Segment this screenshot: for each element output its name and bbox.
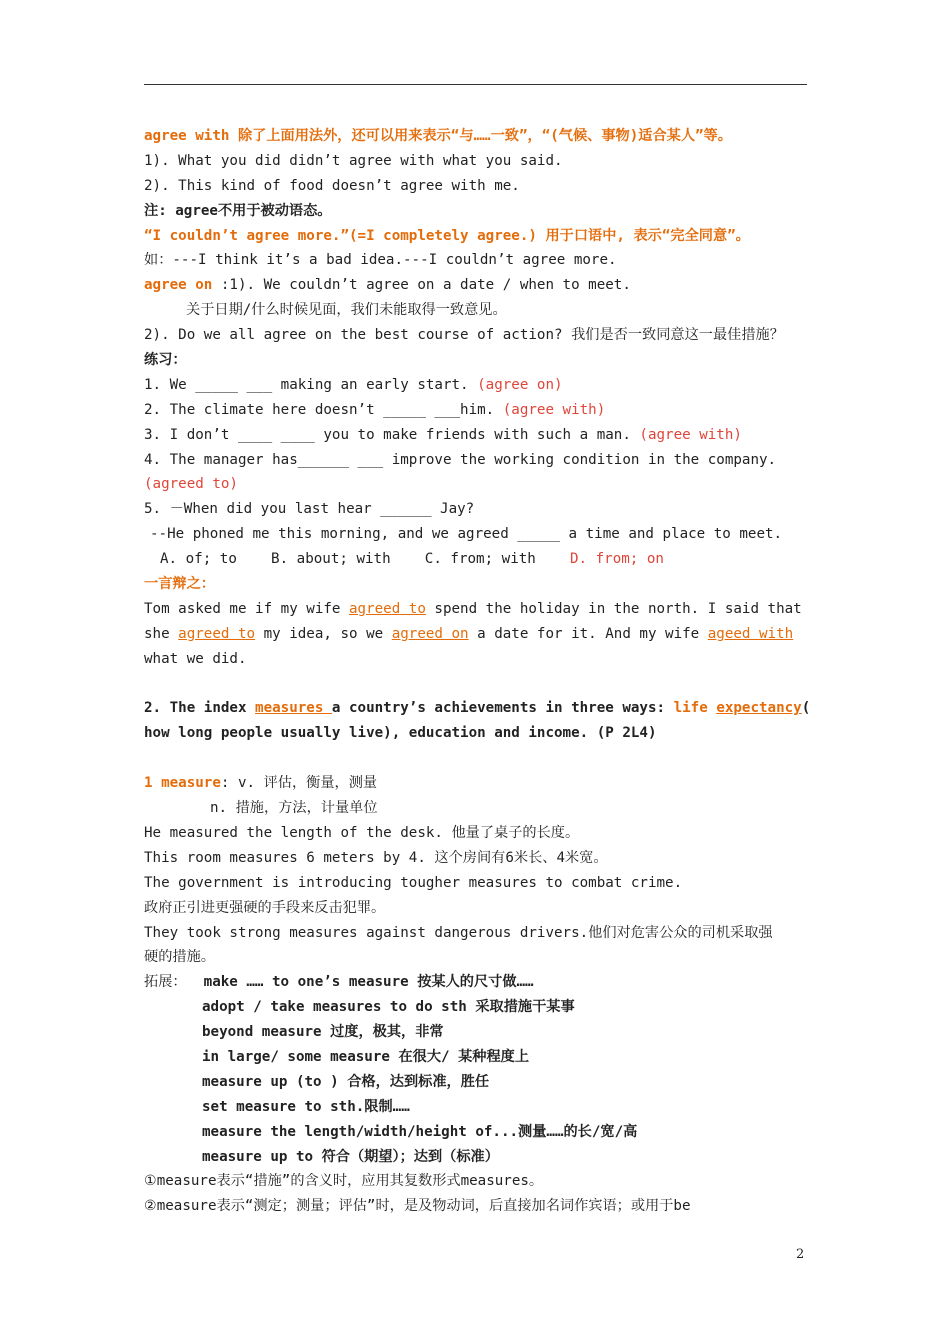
- line: 硬的措施。: [144, 949, 215, 966]
- line: adopt / take measures to do sth 采取措施干某事: [202, 999, 575, 1016]
- line: 4. The manager has______ ___ improve the working condition in the company.: [144, 451, 777, 468]
- line: 2). Do we all agree on the best course of action? 我们是否一致同意这一最佳措施？: [144, 327, 784, 344]
- line: 关于日期/什么时候见面，我们未能取得一致意见。: [186, 302, 507, 319]
- line: how long people usually live), education and income. (P 2L4): [144, 725, 657, 742]
- line: ②measure表示“测定；测量；评估”时，是及物动词，后直接加名词作宾语；或用于be: [144, 1198, 691, 1215]
- page-number: 2: [796, 1247, 805, 1262]
- line: 注: agree不用于被动语态。: [144, 202, 332, 219]
- line: (agreed to): [144, 476, 238, 493]
- document-body: [144, 124, 814, 1219]
- line: measure the length/width/height of...测量……的长/宽/高: [202, 1123, 638, 1140]
- line: 1. We _____ ___ making an early start. (agree on): [144, 376, 563, 393]
- blank-line: [144, 746, 814, 771]
- line: agree on :1). We couldn’t agree on a date / when to meet.: [144, 277, 631, 294]
- line: what we did.: [144, 650, 247, 667]
- line: n. 措施，方法，计量单位: [210, 800, 378, 817]
- line: 政府正引进更强硬的手段来反击犯罪。: [144, 899, 386, 916]
- line: measure up to 符合（期望）；达到（标准）: [202, 1148, 499, 1165]
- line: They took strong measures against dangerous drivers.他们对危害公众的司机采取强: [144, 924, 773, 941]
- line: 2). This kind of food doesn’t agree with me.: [144, 177, 520, 194]
- line: measure up (to ) 合格，达到标准，胜任: [202, 1073, 490, 1090]
- line: in large/ some measure 在很大/ 某种程度上: [202, 1048, 530, 1065]
- line: 如：---I think it’s a bad idea.---I couldn’t agree more.: [144, 252, 617, 269]
- line: Tom asked me if my wife agreed to spend the holiday in the north. I said that: [144, 600, 802, 617]
- line: 3. I don’t ____ ____ you to make friends with such a man. (agree with): [144, 426, 742, 443]
- line: --He phoned me this morning, and we agreed _____ a time and place to meet.: [150, 526, 783, 543]
- line: beyond measure 过度，极其，非常: [202, 1024, 444, 1041]
- line: A. of; to B. about; with C. from; with D. from; on: [160, 551, 664, 568]
- line: she agreed to my idea, so we agreed on a date for it. And my wife ageed with: [144, 625, 794, 642]
- line: agree with 除了上面用法外，还可以用来表示“与……一致”，“(气候、事物)适合某人”等。: [144, 128, 732, 144]
- line: 2. The climate here doesn’t _____ ___him. (agree with): [144, 401, 606, 418]
- line: 练习：: [144, 352, 187, 369]
- line: set measure to sth.限制……: [202, 1098, 410, 1115]
- header-rule: [144, 84, 807, 85]
- line: “I couldn’t agree more.”(=I completely agree.) 用于口语中, 表示“完全同意”。: [144, 227, 750, 244]
- blank-line: [144, 672, 814, 697]
- line: This room measures 6 meters by 4. 这个房间有6米长、4米宽。: [144, 849, 608, 866]
- line: 1 measure: v. 评估，衡量，测量: [144, 775, 378, 792]
- line: 2. The index measures a country’s achievements in three ways: life expectancy(: [144, 700, 811, 717]
- line: 1). What you did didn’t agree with what you said.: [144, 152, 563, 169]
- line: 拓展： make …… to one’s measure 按某人的尺寸做……: [144, 974, 534, 991]
- line: He measured the length of the desk. 他量了桌子的长度。: [144, 824, 580, 841]
- line: The government is introducing tougher measures to combat crime.: [144, 874, 683, 891]
- line: 一言辩之：: [144, 576, 215, 593]
- line: 5. －When did you last hear ______ Jay?: [144, 501, 475, 518]
- line: ①measure表示“措施”的含义时，应用其复数形式measures。: [144, 1173, 544, 1190]
